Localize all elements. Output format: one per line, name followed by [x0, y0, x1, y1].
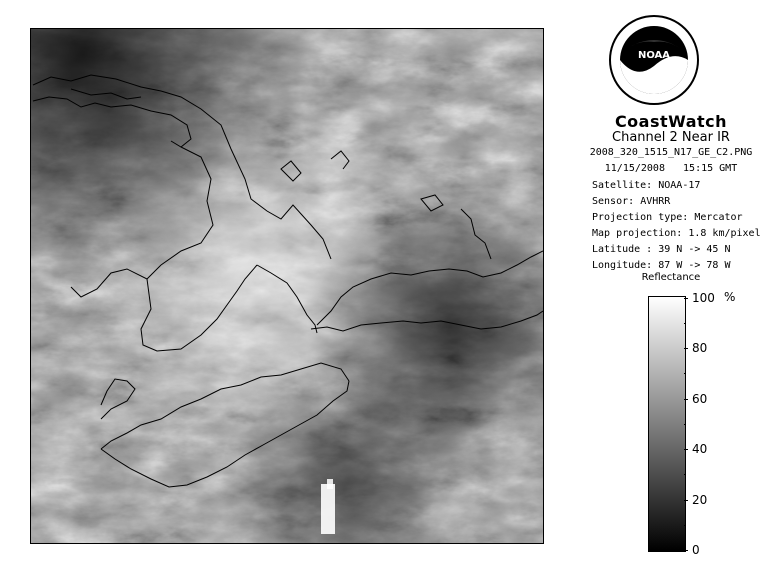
svg-text:NOAA: NOAA [637, 50, 671, 61]
meta-latitude: Latitude : 39 N -> 45 N [592, 244, 731, 255]
colorbar-tick-label: 20 [692, 493, 708, 507]
colorbar-tick [684, 449, 688, 450]
meta-sensor: Sensor: AVHRR [592, 196, 671, 207]
bright-patch [321, 479, 335, 534]
file-name: 2008_320_1515_N17_GE_C2.PNG [589, 147, 753, 158]
colorbar-tick [684, 550, 688, 551]
meta-satellite: Satellite: NOAA-17 [592, 180, 701, 191]
colorbar-minor-tick [684, 424, 686, 425]
noaa-logo [608, 14, 700, 106]
colorbar-tick-label: 100 [692, 291, 715, 305]
info-panel [560, 0, 782, 572]
satellite-image [31, 29, 543, 543]
colorbar-title: Reflectance [641, 272, 701, 283]
colorbar-tick [684, 348, 688, 349]
colorbar-ticks [684, 291, 744, 557]
colorbar-tick [684, 298, 688, 299]
acquisition-datetime: 11/15/2008 15:15 GMT [604, 163, 738, 174]
meta-longitude: Longitude: 87 W -> 78 W [592, 260, 731, 271]
meta-map-projection: Map projection: 1.8 km/pixel [592, 228, 761, 239]
colorbar [648, 296, 686, 552]
satellite-image-panel [30, 28, 544, 544]
product-brand: CoastWatch [614, 112, 728, 131]
meta-projection-type: Projection type: Mercator [592, 212, 743, 223]
colorbar-unit: % [724, 290, 736, 304]
colorbar-tick [684, 399, 688, 400]
colorbar-minor-tick [684, 525, 686, 526]
colorbar-minor-tick [684, 474, 686, 475]
colorbar-tick-label: 40 [692, 442, 708, 456]
colorbar-tick-label: 80 [692, 341, 708, 355]
channel-name: Channel 2 Near IR [612, 130, 730, 145]
colorbar-minor-tick [684, 373, 686, 374]
colorbar-tick [684, 500, 688, 501]
colorbar-tick-label: 60 [692, 392, 708, 406]
colorbar-minor-tick [684, 323, 686, 324]
colorbar-tick-label: 0 [692, 543, 700, 557]
